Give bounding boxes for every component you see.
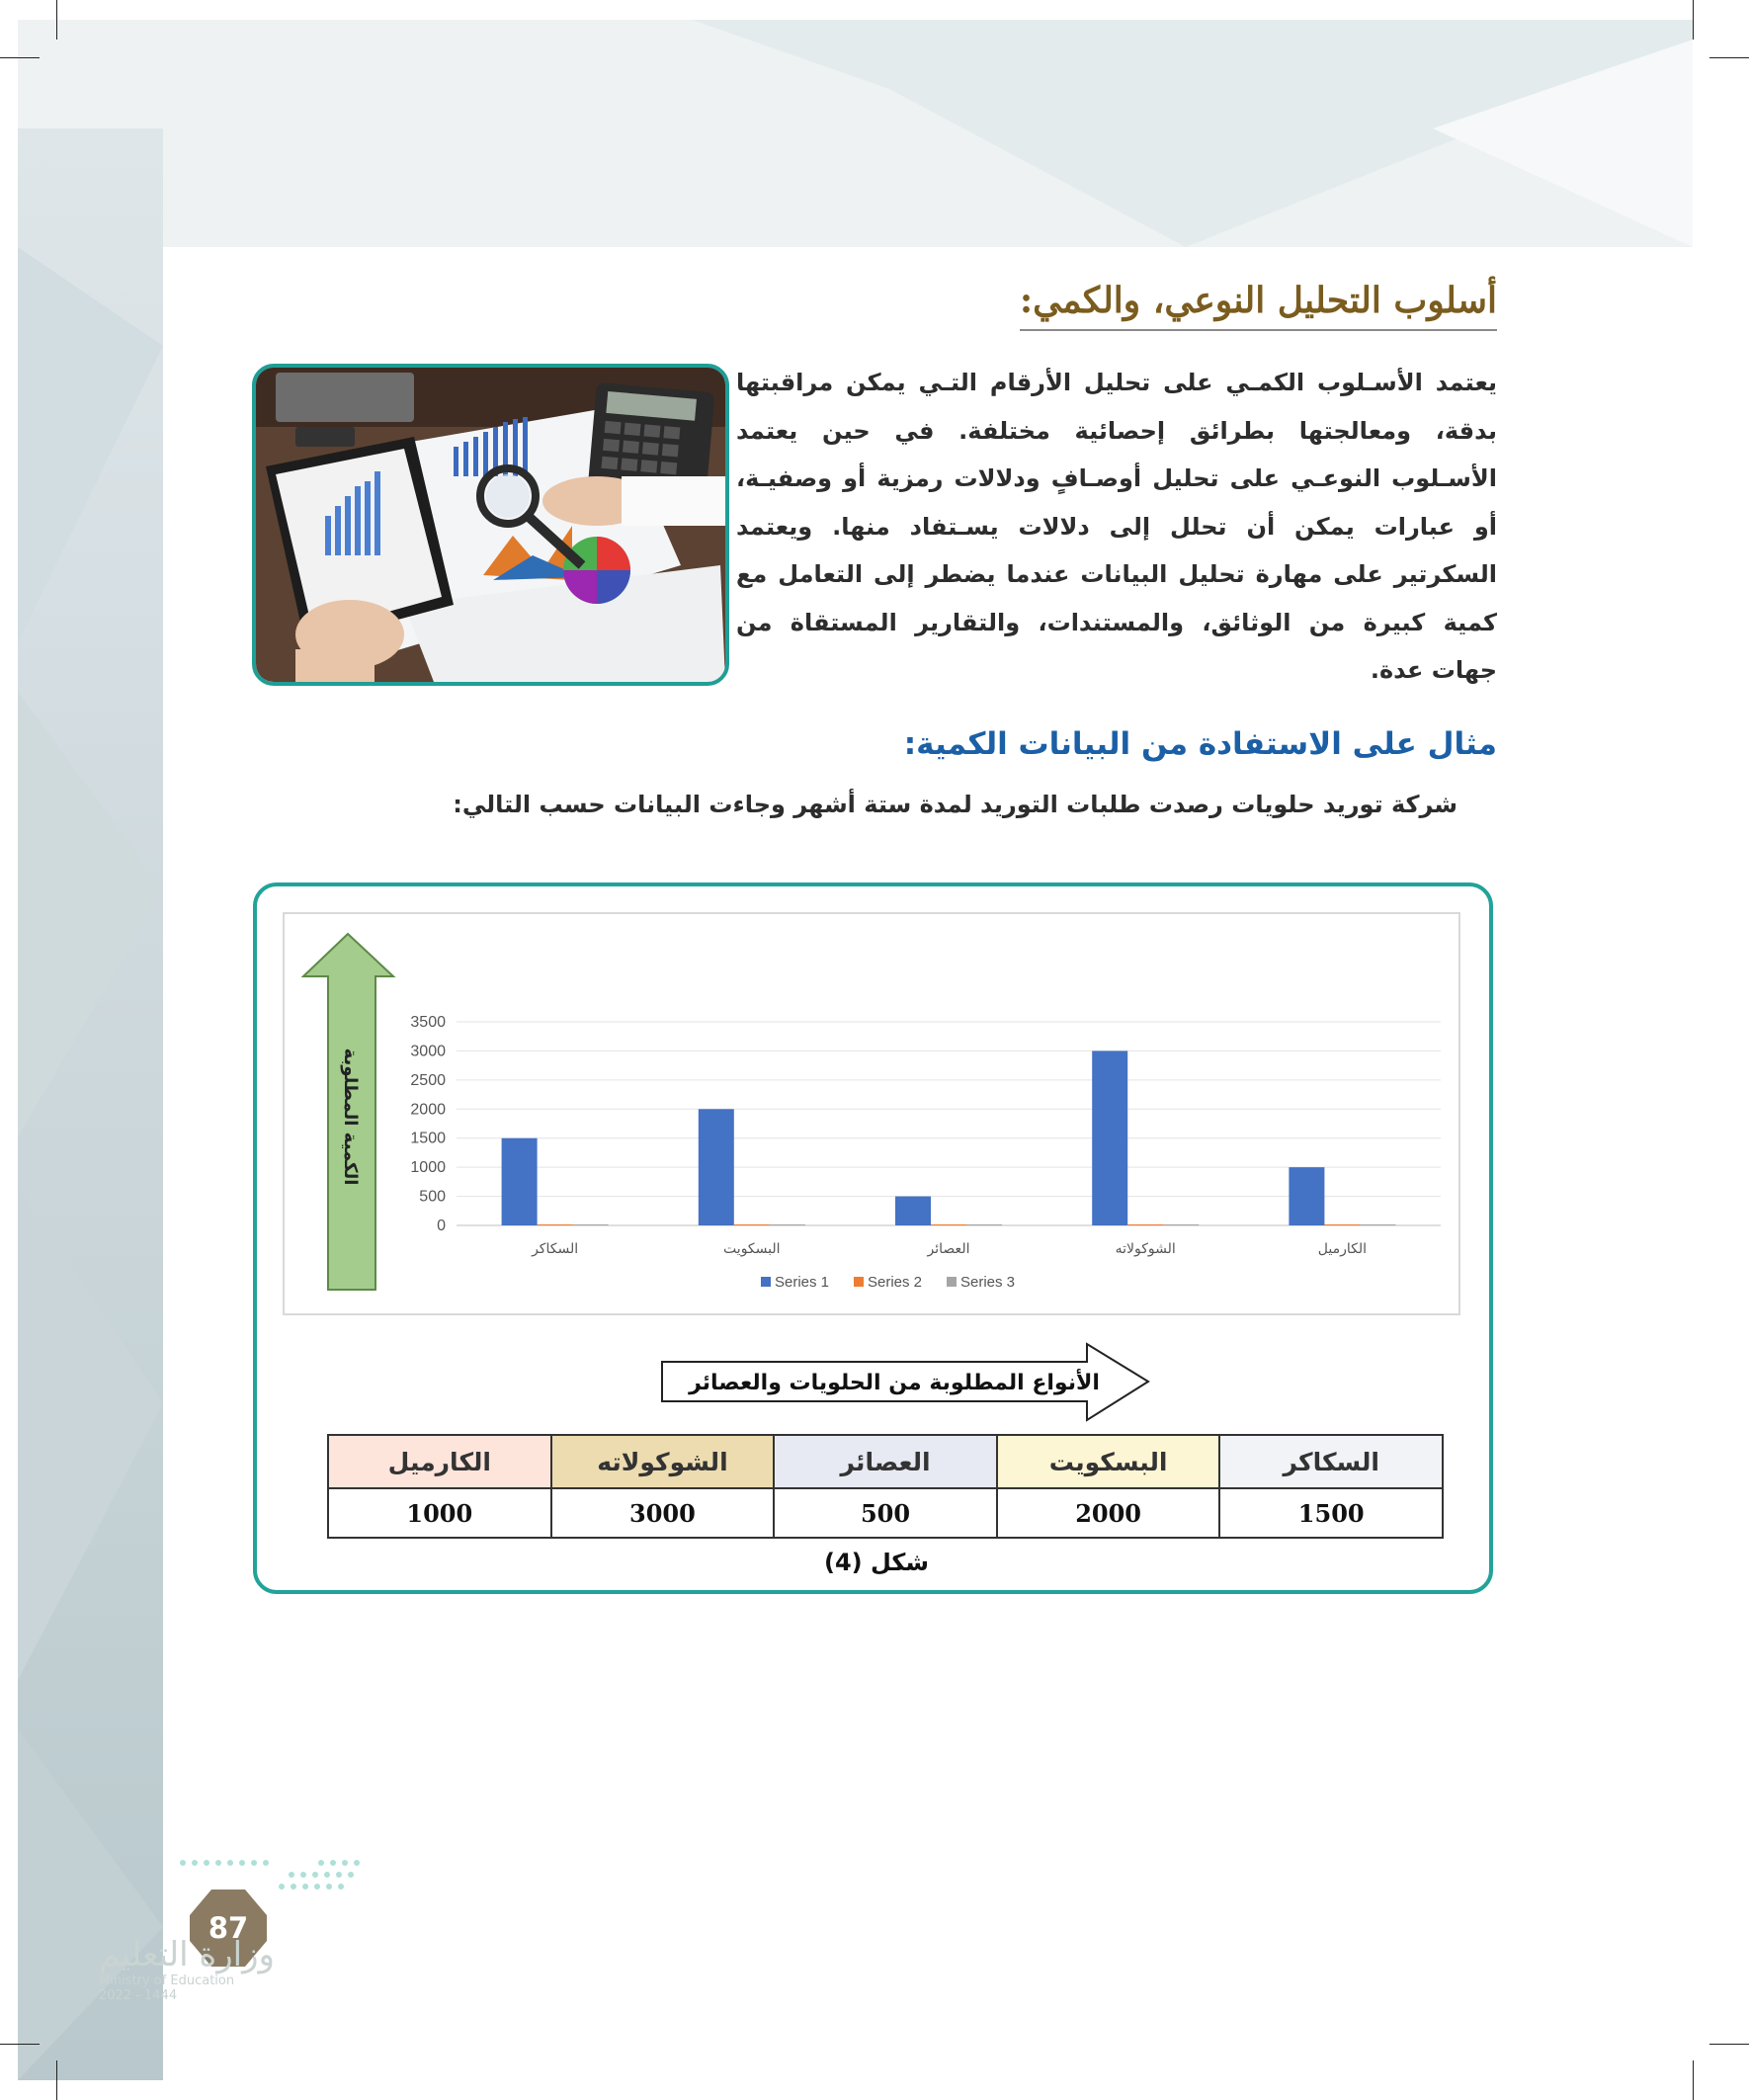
y-tick-label: 3500: [410, 1014, 446, 1031]
x-arrow-label: الأنواع المطلوبة من الحلويات والعصائر: [689, 1371, 1100, 1395]
table-cell: 2000: [997, 1488, 1220, 1538]
example-intro: شركة توريد حلويات رصدت طلبات التوريد لمدة ستة أشهر وجاءت البيانات حسب التالي:: [453, 791, 1458, 818]
bar: [538, 1224, 573, 1225]
table-cell: 500: [774, 1488, 997, 1538]
y-tick-label: 1500: [410, 1130, 446, 1147]
bar: [770, 1224, 805, 1225]
bar: [966, 1224, 1002, 1225]
y-tick-label: 3000: [410, 1043, 446, 1060]
y-tick-label: 500: [419, 1188, 446, 1206]
table-cell: 1000: [328, 1488, 551, 1538]
example-title: مثال على الاستفادة من البيانات الكمية:: [903, 726, 1497, 762]
bar: [1127, 1224, 1163, 1225]
legend-swatch: [761, 1277, 771, 1287]
ministry-year: 2022 - 1444: [99, 1988, 178, 2003]
legend-label: Series 2: [868, 1274, 923, 1291]
table-row: [328, 1488, 1443, 1538]
data-table: [327, 1434, 1444, 1539]
bar: [502, 1138, 538, 1225]
ministry-name-ar: وزارة التعليم: [99, 1935, 275, 1974]
bar: [573, 1224, 609, 1225]
table-header-cell: الشوكولاته: [551, 1435, 775, 1488]
bar: [1324, 1224, 1360, 1225]
table-header-cell: الكارميل: [328, 1435, 551, 1488]
table-cell: 3000: [551, 1488, 775, 1538]
y-tick-label: 1000: [410, 1159, 446, 1177]
x-tick-label: السكاكر: [532, 1241, 579, 1257]
x-tick-label: العصائر: [927, 1241, 970, 1257]
bar: [1360, 1224, 1395, 1225]
bar: [895, 1197, 931, 1225]
x-tick-label: البسكويت: [723, 1241, 781, 1257]
ministry-name-en: Ministry of Education: [99, 1974, 235, 1988]
section-title: أسلوب التحليل النوعي، والكمي:: [1019, 280, 1497, 321]
table-header-cell: العصائر: [774, 1435, 997, 1488]
bar: [699, 1109, 734, 1225]
y-tick-label: 0: [437, 1218, 446, 1234]
bar: [1163, 1224, 1199, 1225]
bar: [1289, 1167, 1324, 1225]
bar: [734, 1224, 770, 1225]
legend-swatch: [854, 1277, 864, 1287]
figure-caption: شكل (4): [824, 1549, 929, 1576]
y-tick-label: 2500: [410, 1071, 446, 1089]
legend-swatch: [947, 1277, 957, 1287]
table-header-row: [328, 1435, 1443, 1488]
x-tick-label: الشوكولاته: [1115, 1241, 1176, 1257]
y-tick-label: 2000: [410, 1101, 446, 1119]
table-cell: 1500: [1219, 1488, 1443, 1538]
legend-label: Series 3: [960, 1274, 1016, 1291]
bar: [931, 1224, 966, 1225]
y-arrow-label: الكمية المطلوبة: [340, 1048, 361, 1186]
page-number: 87: [208, 1911, 249, 1945]
bar: [1092, 1050, 1127, 1225]
legend-label: Series 1: [775, 1274, 830, 1291]
table-header-cell: السكاكر: [1219, 1435, 1443, 1488]
section-paragraph: يعتمد الأسـلوب الكمـي على تحليل الأرقام التـي يمكن مراقبتها بدقة، ومعالجتها بطرائق إحصائية مختلفة. في حين يعتمد الأسـلوب النوعـي على تحليل أوصـافٍ ودلالات رمزية أو وصفيـة، أو عبارات يمكن أن تحلل إلى دلالات يسـتفاد منها. ويعتمد السكرتير على مهارة تحليل البيانات عندما يضطر إلى التعامل مع كمية كبيرة من الوثائق، والمستندات، والتقارير المستقاة من جهات عدة.: [736, 369, 1497, 684]
table-header-cell: البسكويت: [997, 1435, 1220, 1488]
x-tick-label: الكارميل: [1317, 1241, 1368, 1257]
